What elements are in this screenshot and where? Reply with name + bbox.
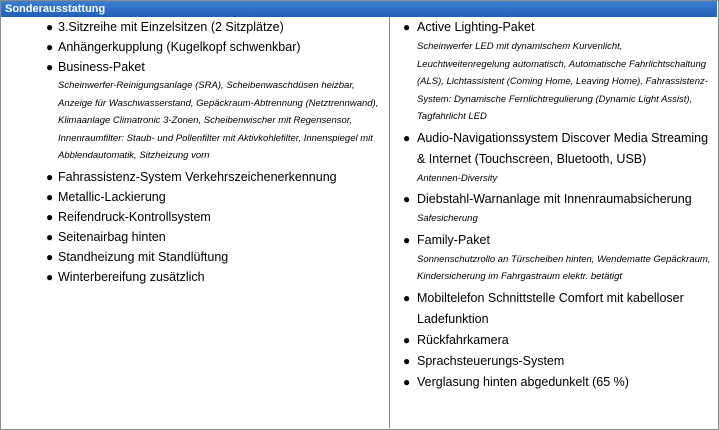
list-item [390,189,717,230]
list-item [0,167,389,187]
bullet-icon: ● [46,60,54,74]
bullet-icon: ● [403,374,411,389]
bullet-icon: ● [46,40,54,54]
list-item [0,227,389,247]
item-description: Safesicherung [417,213,478,224]
item-title: Rückfahrkamera [417,332,509,347]
bullet-icon: ● [46,20,54,34]
bullet-icon: ● [46,169,54,184]
list-item [0,37,389,57]
list-item [390,17,717,128]
list-item [0,17,389,37]
item-title: 3.Sitzreihe mit Einzelsitzen (2 Sitzplätze) [58,20,284,34]
list-item [0,187,389,207]
bullet-icon: ● [403,290,411,305]
list-item [390,230,717,288]
bullet-icon: ● [403,20,411,34]
item-description: Antennen-Diversity [417,172,498,184]
list-item [0,57,389,167]
item-title: Fahrassistenz-System Verkehrszeichenerkennung [58,169,337,184]
item-title: Audio-Navigationssystem Discover Media Streaming & Internet (Touchscreen, Bluetooth, USB) [417,130,709,166]
item-title: Anhängerkupplung (Kugelkopf schwenkbar) [58,40,301,54]
bullet-icon: ● [46,189,54,204]
bullet-icon: ● [403,232,411,247]
list-item [0,267,389,287]
item-title: Winterbereifung zusätzlich [58,269,205,284]
item-title: Verglasung hinten abgedunkelt (65 %) [417,374,629,389]
list-item [390,330,717,351]
bullet-icon: ● [403,332,411,347]
item-title: Sprachsteuerungs-System [417,353,565,368]
list-item [390,351,717,372]
bullet-icon: ● [46,209,54,224]
item-description: Scheinwerfer LED mit dynamischem Kurvenlicht, Leuchtweitenregelung automatisch, Automatische Fahrlichtschaltung (ALS), Lichtassistent (Coming Home, Leaving Home), Fahrassistenz-System: Dynamische Fernlichtregulierung (Dynamic Light Assist), Tagfahrlicht LED [417,41,708,122]
item-description: Sonnenschutzrollo an Türscheiben hinten, Wendematte Gepäckraum, Kindersicherung im Fahrgastraum elektr. betätigt [417,253,711,282]
item-title: Metallic-Lackierung [58,189,166,204]
item-title: Reifendruck-Kontrollsystem [58,209,211,224]
bullet-icon: ● [403,192,411,206]
bullet-icon: ● [46,269,54,284]
item-description: Scheinwerfer-Reinigungsanlage (SRA), Scheibenwaschdüsen heizbar, Anzeige für Waschwasserstand, Gepäckraum-Abtrennung (Netztrennwand), Klimaanlage Climatronic 3-Zonen, Scheibenwischer mit Regensensor, Innenraumfilter: Staub- und Pollenfilter mit Aktivkohlefilter, Innenspiegel mit Abblendautomatik, Sitzheizung vorn [58,80,379,161]
item-title: Family-Paket [417,232,490,247]
bullet-icon: ● [403,353,411,368]
list-item [0,207,389,227]
item-title: Active Lighting-Paket [417,20,535,34]
right-column [390,17,717,393]
list-item [390,288,717,330]
bullet-icon: ● [46,249,54,264]
item-title: Seitenairbag hinten [58,229,166,244]
item-title: Business-Paket [58,60,145,74]
bullet-icon: ● [403,130,411,145]
item-title: Mobiltelefon Schnittstelle Comfort mit kabelloser Ladefunktion [417,290,684,326]
bullet-icon: ● [46,229,54,244]
item-title: Standheizung mit Standlüftung [58,249,229,264]
section-header: Sonderausstattung [1,1,717,17]
item-title: Diebstahl-Warnanlage mit Innenraumabsicherung [417,192,692,206]
list-item [0,247,389,267]
list-item [390,372,717,393]
list-item [390,128,717,190]
left-column [0,17,389,287]
